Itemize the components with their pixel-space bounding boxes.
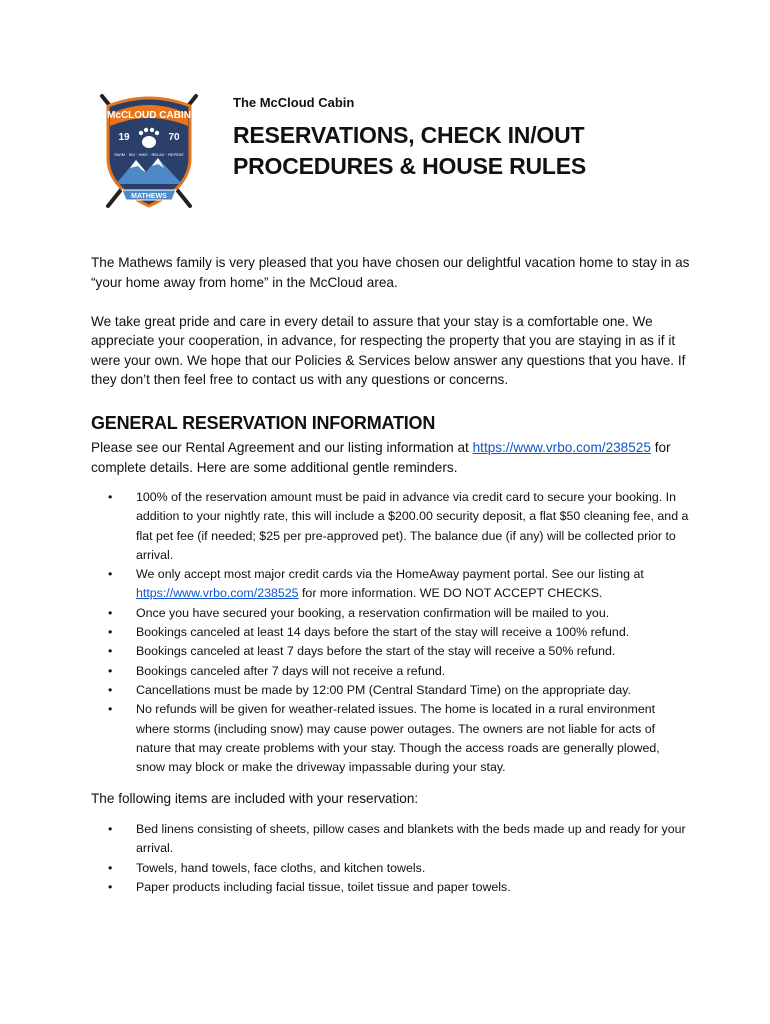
intro-paragraph-2: We take great pride and care in every detail to assure that your stay is a comfortable one. We appreciate your cooperation, in advance, for respecting the property that you are staying in as if it were your own. We hope that our Policies & Services below answer any questions that you have. If they don’t then feel free to contact us with any questions or concerns. (91, 313, 686, 387)
bullet-icon: • (108, 663, 113, 678)
general-reservation-heading: GENERAL RESERVATION INFORMATION (91, 412, 436, 433)
title-line-1: RESERVATIONS, CHECK IN/OUT (233, 122, 585, 148)
list-item (108, 604, 691, 623)
bullet-text: No refunds will be given for weather-related issues. The home is located in a rural environment where storms (including snow) may cause power outages. The owners are not liable for acts of nature that may create problems with your stay. Though the access roads are generally plowed, snow may block or make the driveway impassable during your stay. (136, 702, 660, 775)
bullet-text: Bookings canceled after 7 days will not receive a refund. (136, 663, 446, 678)
bullet-text: Towels, hand towels, face cloths, and kitchen towels. (136, 860, 426, 875)
included-items-list (91, 820, 691, 897)
bullet-text: Cancellations must be made by 12:00 PM (Central Standard Time) on the appropriate day. (136, 682, 631, 697)
bullet-text: Bookings canceled at least 7 days before the start of the stay will receive a 50% refund. (136, 644, 616, 659)
bullet-icon: • (108, 490, 113, 504)
list-item (108, 623, 691, 642)
bullet-icon: • (108, 879, 113, 894)
title-line-2: PROCEDURES & HOUSE RULES (233, 153, 587, 179)
bullet-icon: • (108, 567, 113, 582)
list-item (108, 700, 691, 777)
bullet-icon: • (108, 644, 113, 659)
lead-text: Please see our Rental Agreement and our listing information at (91, 440, 473, 455)
bullet-text: 100% of the reservation amount must be paid in advance via credit card to secure your booking. In addition to your nightly rate, this will include a $200.00 security deposit, a flat $50 cleaning fee, and a flat pet fee (if needed; $25 per pre-approved pet). The balance due (if any) will be collected prior to arrival. (136, 490, 689, 562)
bullet-icon: • (108, 821, 113, 836)
included-items-intro: The following items are included with your reservation: (91, 791, 419, 807)
bullet-text: We only accept most major credit cards via the HomeAway payment portal. See our listing at (136, 567, 644, 582)
vrbo-listing-link[interactable]: https://www.vrbo.com/238525 (472, 440, 651, 455)
list-item (108, 681, 691, 700)
bullet-text: Once you have secured your booking, a reservation confirmation will be mailed to you. (136, 605, 610, 620)
logo-year-left: 19 (118, 132, 130, 143)
list-item (108, 878, 691, 897)
bullet-icon: • (108, 860, 113, 875)
bullet-icon: • (108, 605, 113, 620)
document-body (91, 253, 691, 909)
bullet-icon: • (108, 702, 113, 717)
list-item (108, 488, 691, 565)
bullet-icon: • (108, 625, 113, 640)
general-lead-paragraph (91, 438, 691, 477)
list-item (108, 662, 691, 681)
list-item (108, 859, 691, 878)
bullet-text-after: for more information. WE DO NOT ACCEPT CHECKS. (298, 586, 603, 601)
reservation-rules-list (91, 488, 691, 777)
bullet-text: Bed linens consisting of sheets, pillow cases and blankets with the beds made up and ready for your arrival. (136, 821, 686, 856)
vrbo-listing-link-2[interactable]: https://www.vrbo.com/238525 (136, 586, 299, 601)
list-item (108, 820, 691, 859)
logo-tagline: SWIM · SKI · HIKE · RELAX · REPEAT (114, 152, 184, 157)
lead-text-after: for complete details. Here are some additional gentle reminders. (91, 440, 671, 475)
logo-name-text: McCLOUD CABIN (107, 110, 191, 121)
bullet-text: Bookings canceled at least 14 days before the start of the stay will receive a 100% refund. (136, 625, 630, 640)
bullet-icon: • (108, 682, 113, 697)
intro-paragraph-1: The Mathews family is very pleased that you have chosen our delightful vacation home to stay in as “your home away from home” in the McCloud area. (91, 255, 690, 290)
cabin-name: The McCloud Cabin (233, 95, 355, 110)
bullet-text: Paper products including facial tissue, toilet tissue and paper towels. (136, 879, 511, 894)
page-title (233, 120, 693, 182)
logo-year-right: 70 (168, 132, 180, 143)
logo-banner-text: MATHEWS (131, 193, 167, 200)
list-item (108, 565, 691, 604)
list-item (108, 642, 691, 661)
mccloud-cabin-logo (94, 84, 204, 216)
